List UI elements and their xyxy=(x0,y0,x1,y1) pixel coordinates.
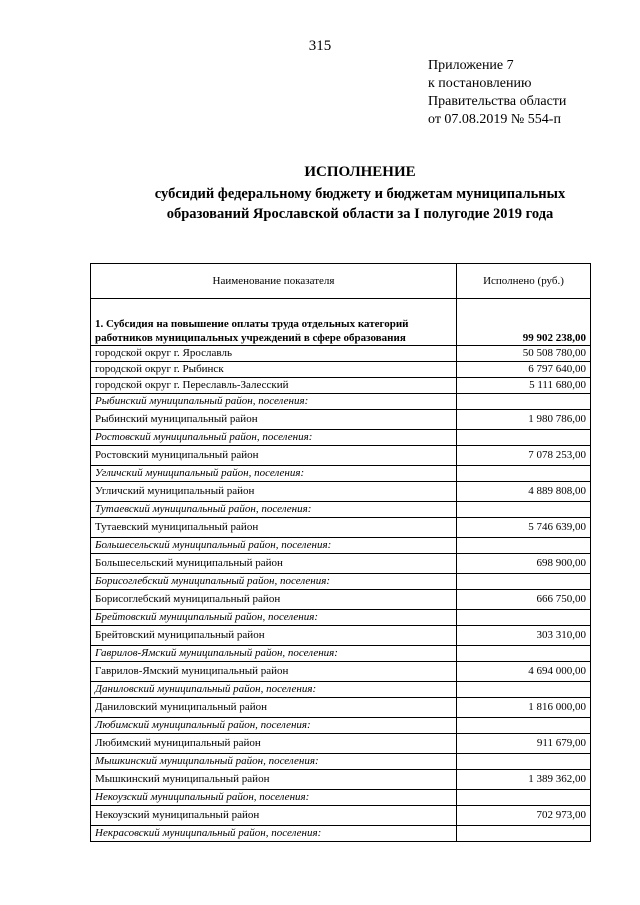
row-value: 1 980 786,00 xyxy=(457,410,591,430)
subheading-row xyxy=(91,826,591,842)
row-value xyxy=(457,754,591,770)
row-value xyxy=(457,682,591,698)
subheading-row xyxy=(91,538,591,554)
row-value: 911 679,00 xyxy=(457,734,591,754)
row-name: Гаврилов-Ямский муниципальный район xyxy=(91,662,457,682)
row-name: Мышкинский муниципальный район, поселения: xyxy=(91,754,457,770)
appendix-line: к постановлению xyxy=(428,76,532,91)
row-name: Любимский муниципальный район xyxy=(91,734,457,754)
row-name: Ростовский муниципальный район xyxy=(91,446,457,466)
table-row xyxy=(91,662,591,682)
page-number: 315 xyxy=(308,38,332,54)
table-row xyxy=(91,626,591,646)
row-value: 5 746 639,00 xyxy=(457,518,591,538)
subheading-row xyxy=(91,466,591,482)
table-row xyxy=(91,590,591,610)
row-name: Гаврилов-Ямский муниципальный район, поселения: xyxy=(91,646,457,662)
table-row xyxy=(91,554,591,574)
table-row xyxy=(91,346,591,362)
row-value xyxy=(457,826,591,842)
subheading-row xyxy=(91,574,591,590)
row-name: Некрасовский муниципальный район, поселения: xyxy=(91,826,457,842)
row-value xyxy=(457,646,591,662)
row-name: Тутаевский муниципальный район, поселения: xyxy=(91,502,457,518)
row-name: Большесельский муниципальный район, поселения: xyxy=(91,538,457,554)
row-value: 7 078 253,00 xyxy=(457,446,591,466)
row-name: Даниловский муниципальный район, поселения: xyxy=(91,682,457,698)
row-value: 698 900,00 xyxy=(457,554,591,574)
table-row xyxy=(91,734,591,754)
table-row xyxy=(91,362,591,378)
row-value: 1 816 000,00 xyxy=(457,698,591,718)
row-value: 4 694 000,00 xyxy=(457,662,591,682)
appendix-line: от 07.08.2019 № 554-п xyxy=(428,112,561,127)
table-row xyxy=(91,518,591,538)
subheading-row xyxy=(91,646,591,662)
subsidy-table xyxy=(90,263,591,842)
row-name: Даниловский муниципальный район xyxy=(91,698,457,718)
section-row xyxy=(91,299,591,346)
row-value xyxy=(457,430,591,446)
table-row xyxy=(91,410,591,430)
table-row xyxy=(91,806,591,826)
row-value: 4 889 808,00 xyxy=(457,482,591,502)
row-name: городской округ г. Рыбинск xyxy=(91,362,457,378)
row-name: Брейтовский муниципальный район, поселения: xyxy=(91,610,457,626)
row-name: Брейтовский муниципальный район xyxy=(91,626,457,646)
subheading-row xyxy=(91,754,591,770)
row-value xyxy=(457,790,591,806)
title-subheading: образований Ярославской области за I полугодие 2019 года xyxy=(166,206,554,222)
subheading-row xyxy=(91,394,591,410)
row-value: 5 111 680,00 xyxy=(457,378,591,394)
header-name: Наименование показателя xyxy=(91,264,457,299)
subheading-row xyxy=(91,718,591,734)
row-name: Рыбинский муниципальный район, поселения: xyxy=(91,394,457,410)
row-value: 1 389 362,00 xyxy=(457,770,591,790)
row-value: 6 797 640,00 xyxy=(457,362,591,378)
row-name: Ростовский муниципальный район, поселения: xyxy=(91,430,457,446)
row-name: Любимский муниципальный район, поселения: xyxy=(91,718,457,734)
section-value: 99 902 238,00 xyxy=(457,299,591,346)
subheading-row xyxy=(91,610,591,626)
row-name: Тутаевский муниципальный район xyxy=(91,518,457,538)
title-heading: ИСПОЛНЕНИЕ xyxy=(304,164,416,180)
table-row xyxy=(91,446,591,466)
row-value: 50 508 780,00 xyxy=(457,346,591,362)
document-title xyxy=(0,160,640,224)
table-row xyxy=(91,482,591,502)
row-name: Угличский муниципальный район, поселения: xyxy=(91,466,457,482)
row-value: 303 310,00 xyxy=(457,626,591,646)
row-value xyxy=(457,538,591,554)
appendix-line: Приложение 7 xyxy=(428,58,514,73)
row-value xyxy=(457,574,591,590)
row-name: Угличский муниципальный район xyxy=(91,482,457,502)
table-row xyxy=(91,698,591,718)
row-name: Некоузский муниципальный район xyxy=(91,806,457,826)
row-name: Борисоглебский муниципальный район xyxy=(91,590,457,610)
subheading-row xyxy=(91,790,591,806)
appendix-reference xyxy=(428,57,566,129)
row-name: Большесельский муниципальный район xyxy=(91,554,457,574)
row-value xyxy=(457,718,591,734)
row-name: Мышкинский муниципальный район xyxy=(91,770,457,790)
table-row xyxy=(91,770,591,790)
row-value xyxy=(457,466,591,482)
subheading-row xyxy=(91,682,591,698)
row-name: Рыбинский муниципальный район xyxy=(91,410,457,430)
row-name: городской округ г. Ярославль xyxy=(91,346,457,362)
table-header-row xyxy=(91,264,591,299)
subheading-row xyxy=(91,430,591,446)
row-name: городской округ г. Переславль-Залесский xyxy=(91,378,457,394)
row-value xyxy=(457,610,591,626)
row-value: 666 750,00 xyxy=(457,590,591,610)
table-row xyxy=(91,378,591,394)
header-value: Исполнено (руб.) xyxy=(457,264,591,299)
subheading-row xyxy=(91,502,591,518)
row-name: Борисоглебский муниципальный район, поселения: xyxy=(91,574,457,590)
row-value: 702 973,00 xyxy=(457,806,591,826)
row-value xyxy=(457,502,591,518)
row-value xyxy=(457,394,591,410)
row-name: Некоузский муниципальный район, поселения: xyxy=(91,790,457,806)
title-subheading: субсидий федеральному бюджету и бюджетам муниципальных xyxy=(154,186,566,202)
appendix-line: Правительства области xyxy=(428,94,567,109)
section-name: 1. Субсидия на повышение оплаты труда отдельных категорий работников муниципальных учреждений в сфере образования xyxy=(91,299,457,346)
